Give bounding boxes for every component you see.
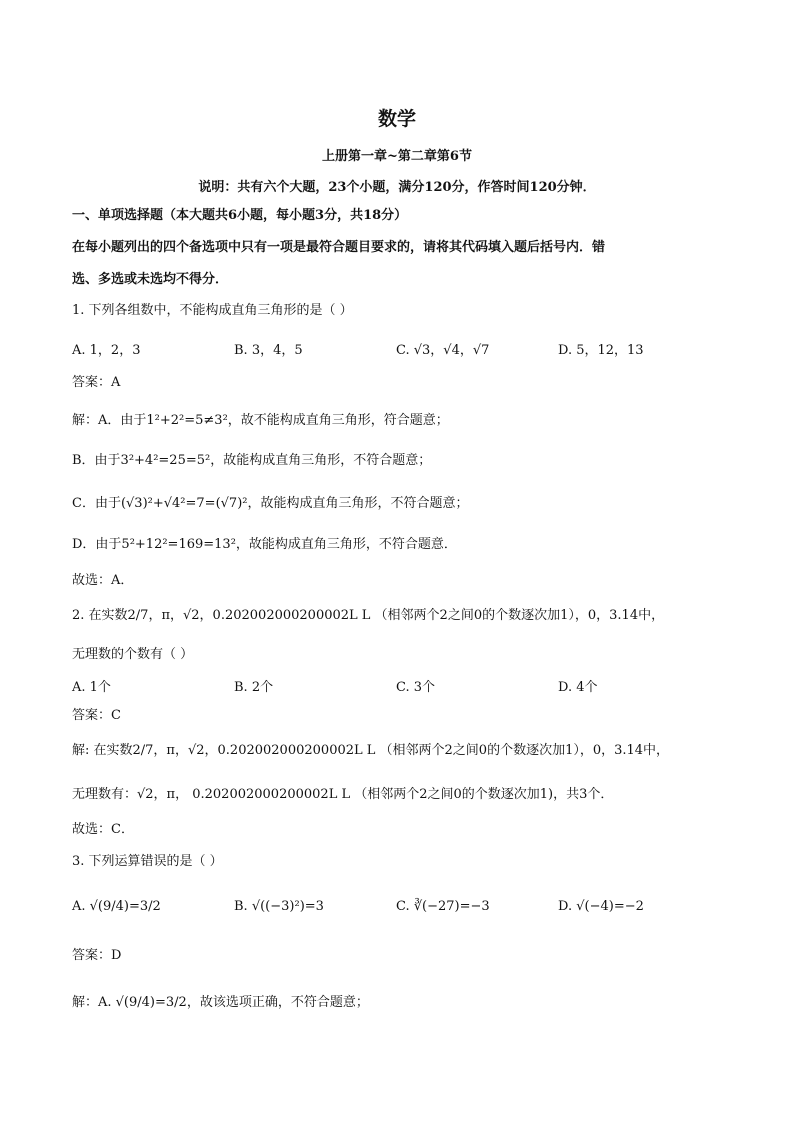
q1-option-d: D. 5，12，13: [558, 343, 644, 358]
q2-option-c: C. 3个: [396, 680, 436, 695]
q2-answer: 答案：C: [72, 708, 121, 723]
q2-option-a: A. 1个: [72, 680, 111, 695]
q1-solution-d: D．由于5²+12²=169=13²，故能构成直角三角形，不符合题意．: [72, 537, 457, 552]
question-2-stem-line1: 2. 在实数2/7，π，√2，0.202002000200002L L （相邻两个2之间0的个数逐次加1），0，3.14中，: [72, 608, 665, 623]
q2-solution-line1: 解: 在实数2/7，π，√2，0.202002000200002L L （相邻两个2之间0的个数逐次加1），0，3.14中，: [72, 743, 670, 758]
q3-option-b: B. √((−3)²)=3: [234, 899, 324, 914]
question-2-stem-line2: 无理数的个数有（ ）: [72, 647, 194, 662]
question-1-stem: 1. 下列各组数中，不能构成直角三角形的是（ ）: [72, 303, 353, 318]
section-instruction-line2: 选、多选或未选均不得分．: [72, 272, 229, 287]
q2-option-b: B. 2个: [234, 680, 274, 695]
q1-solution-b: B．由于3²+4²=25=5²，故能构成直角三角形，不符合题意；: [72, 453, 432, 468]
section-instruction-line1: 在每小题列出的四个备选项中只有一项是最符合题目要求的，请将其代码填入题后括号内．错: [72, 240, 606, 255]
q3-option-c: C. ∛(−27)=−3: [396, 899, 490, 914]
q1-answer: 答案：A: [72, 375, 121, 390]
q1-solution-a: 解：A．由于1²+2²=5≠3²，故不能构成直角三角形，符合题意；: [72, 413, 449, 428]
q2-option-d: D. 4个: [558, 680, 598, 695]
q2-solution-line2: 无理数有：√2，π， 0.202002000200002L L （相邻两个2之间0的个数逐次加1)，共3个．: [72, 787, 614, 802]
q1-conclusion: 故选：A．: [72, 573, 134, 588]
section-heading: 一、单项选择题（本大题共6小题，每小题3分，共18分）: [72, 208, 408, 223]
q3-option-a: A. √(9/4)=3/2: [72, 899, 161, 914]
question-3-stem: 3. 下列运算错误的是（ ）: [72, 854, 223, 869]
q3-solution-a: 解：A. √(9/4)=3/2，故该选项正确，不符合题意；: [72, 995, 369, 1010]
exam-note: 说明：共有六个大题，23个小题，满分120分，作答时间120分钟．: [198, 180, 596, 195]
q1-option-c: C. √3，√4，√7: [396, 343, 490, 358]
q1-option-b: B. 3，4，5: [234, 343, 303, 358]
q1-solution-c: C．由于(√3)²+√4²=7=(√7)²，故能构成直角三角形，不符合题意；: [72, 496, 469, 511]
q2-conclusion: 故选：C．: [72, 822, 134, 837]
q3-answer: 答案：D: [72, 948, 122, 963]
q1-option-a: A. 1，2，3: [72, 343, 141, 358]
q3-option-d: D. √(−4)=−2: [558, 899, 644, 914]
document-title: 数学: [377, 108, 416, 130]
document-subtitle: 上册第一章~第二章第6节: [322, 149, 472, 164]
